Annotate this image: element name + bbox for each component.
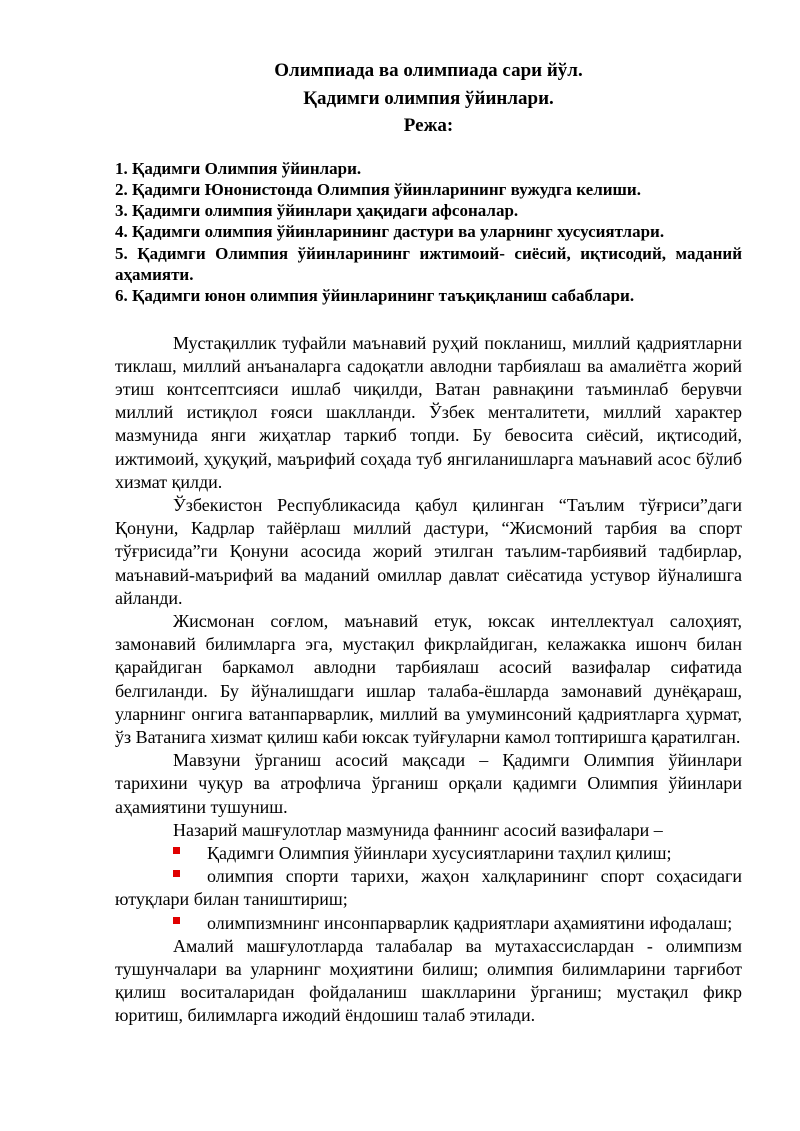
plan-list xyxy=(115,158,742,307)
paragraph: Амалий машғулотларда талабалар ва мутахассислардан - олимпизм тушунчалари ва уларнинг моҳиятини билиш; олимпия билимларини тарғибот қилиш воситаларидан фойдаланиш шаклларини ўрганиш; мустақил фикр юритиш, билимларга ижодий ёндошиш талаб этилади. xyxy=(115,935,742,1026)
plan-item: 2. Қадимги Юнонистонда Олимпия ўйинларининг вужудга келиши. xyxy=(115,179,641,199)
red-square-bullet-icon xyxy=(173,917,180,924)
plan-item: 5. Қадимги Олимпия ўйинларининг ижтимоий- сиёсий, иқтисодий, маданий аҳамияти. xyxy=(115,243,742,284)
plan-item: 3. Қадимги олимпия ўйинлари ҳақидаги афсоналар. xyxy=(115,201,519,221)
title-line-1: Олимпиада ва олимпиада сари йўл. xyxy=(274,60,583,81)
title-block xyxy=(115,57,742,140)
red-square-bullet-icon xyxy=(173,847,180,854)
plan-item: 4. Қадимги олимпия ўйинларининг дастури ва уларнинг хусусиятлари. xyxy=(115,222,665,242)
body-text xyxy=(115,332,742,1028)
title-line-2: Қадимги олимпия ўйинлари. xyxy=(303,87,554,109)
plan-item: 6. Қадимги юнон олимпия ўйинларининг таъқиқланиш сабаблари. xyxy=(115,286,635,306)
paragraph: Мавзуни ўрганиш асосий мақсади – Қадимги Олимпия ўйинлари тарихини чуқур ва атрофлича ўрганиш орқали қадимги Олимпия ўйинлари аҳамиятини тушуниш. xyxy=(115,750,742,817)
bullet-text: Қадимги Олимпия ўйинлари хусусиятларини таҳлил қилиш; xyxy=(207,843,672,864)
paragraph: Назарий машғулотлар мазмунида фаннинг асосий вазифалари – xyxy=(173,819,663,840)
bullet-item xyxy=(115,842,742,865)
bullet-text: олимпизмнинг инсонпарварлик қадриятлари аҳамиятини ифодалаш; xyxy=(207,912,733,933)
plan-heading: Режа: xyxy=(403,115,454,136)
paragraph: Мустақиллик туфайли маънавий руҳий покланиш, миллий қадриятларни тиклаш, миллий анъаналарга садоқатли авлодни тарбиялаш ва амалиётга жорий этиш контсептсияси ишлаб чиқилди, Ватан равнақини таъминлаб берувчи миллий истиқлол ғояси шаклланди. Ўзбек менталитети, миллий характер мазмунида янги жиҳатлар таркиб топди. Бу бевосита сиёсий, иқтисодий, ижтимоий, ҳуқуқий, маърифий соҳада туб янгиланишларга маънавий асос бўлиб хизмат қилди. xyxy=(115,332,742,492)
bullet-item xyxy=(115,865,742,911)
plan-item: 1. Қадимги Олимпия ўйинлари. xyxy=(115,158,362,178)
bullet-text: олимпия спорти тарихи, жаҳон халқларининг спорт соҳасидаги ютуқлари билан таништириш; xyxy=(115,866,742,910)
paragraph: Ўзбекистон Республикасида қабул қилинган “Таълим тўғриси”даги Қонуни, Кадрлар тайёрлаш миллий дастури, “Жисмоний тарбия ва спорт тўғрисида”ги Қонуни асосида жорий этилган таълим-тарбиявий тадбирлар, маънавий-маърифий ва маданий омиллар давлат сиёсатида устувор йўналишга айланди. xyxy=(115,495,742,608)
red-square-bullet-icon xyxy=(173,870,180,877)
bullet-item xyxy=(115,912,742,935)
paragraph: Жисмонан соғлом, маънавий етук, юксак интеллектуал салоҳият, замонавий билимларга эга, мустақил фикрлайдиган, келажакка ишонч билан қарайдиган баркамол авлодни тарбиялаш асосий вазифалар сифатида белгиланди. Бу йўналишдаги ишлар талаба-ёшларда замонавий дунёқараш, уларнинг онгига ватанпарварлик, миллий ва умуминсоний қадриятларга ҳурмат, ўз Ватанига хизмат қилиш каби юксак туйғуларни камол топтиришга қаратилган. xyxy=(115,611,742,748)
